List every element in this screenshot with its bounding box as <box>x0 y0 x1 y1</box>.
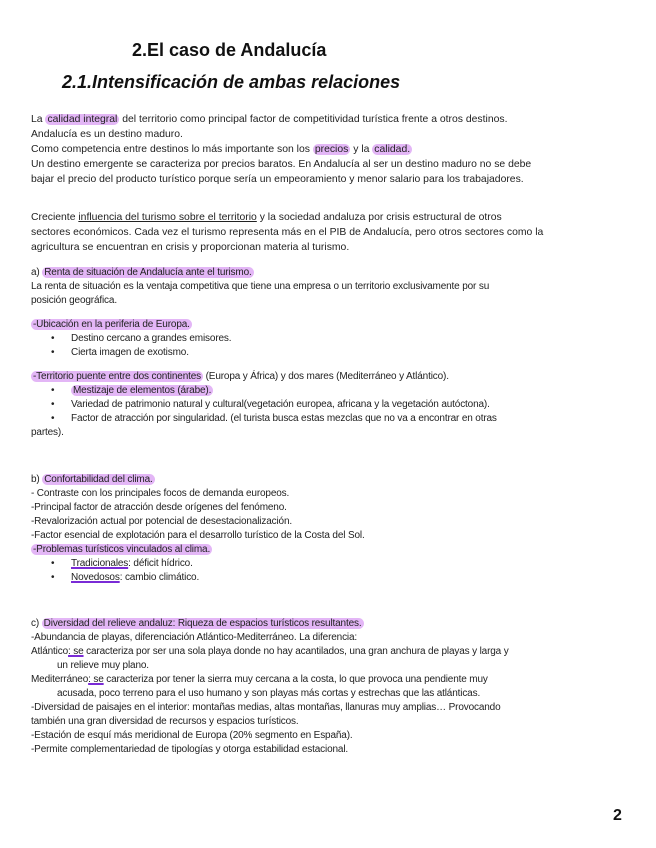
paragraph-influencia: Creciente influencia del turismo sobre el territorio y la sociedad andaluza por crisis estructural de otros sectores económicos. Cada vez el turismo representa más en el PIB de Andalucía, pero otros sectores como la agricultura se encuentran en crisis y proporcionan materia al turismo. <box>31 212 544 253</box>
section-b-heading: Confortabilidad del clima. <box>44 474 153 485</box>
underline-atlantico: : se <box>68 646 84 657</box>
underline-mediterraneo: : se <box>88 674 104 685</box>
highlight-territorio-puente: -Territorio puente entre dos continentes <box>33 371 201 382</box>
section-a-heading: Renta de situación de Andalucía ante el turismo. <box>44 267 252 278</box>
section-title: 2.El caso de Andalucía <box>132 40 327 60</box>
page-number: 2 <box>613 807 622 824</box>
list-item: • Variedad de patrimonio natural y cultural(vegetación europea, africana y la vegetación autóctona). <box>31 398 631 412</box>
list-item: • Destino cercano a grandes emisores. <box>31 332 631 346</box>
highlight-ubicacion: -Ubicación en la periferia de Europa. <box>33 319 190 330</box>
section-c-relieve: c) Diversidad del relieve andaluz: Riqueza de espacios turísticos resultantes. -Abundancia de playas, diferenciación Atlántico-Mediterráneo. La diferencia: Atlántico: se caracteriza por ser una sola playa donde no hay acantilados, una gran anchura de playas y larga y un relieve muy plano. Mediterráneo: se caracteriza por tener la sierra muy cercana a la costa, lo que provoca una pendiente muy acusada, poco terreno para el uso humano y son playas más cortas y estrechas que las atlánticas. -Diversidad de paisajes en el interior: montañas medias, altas montañas, llanuras muy amplias… Provocando también una gran diversidad de recursos y espacios turísticos. -Estación de esquí más meridional de Europa (20% segmento en España). -Permite complementariedad de tipologías y otorga estabilidad estacional. <box>31 618 509 755</box>
highlight-calidad: calidad. <box>374 144 411 155</box>
section-b-clima: b) Confortabilidad del clima. - Contraste con los principales focos de demanda europeos. -Principal factor de atracción desde orígenes del fenómeno. -Revalorización actual por potencial de desestacionalización. -Factor esencial de explotación para el desarrollo turístico de la Costa del Sol. -Problemas turísticos vinculados al clima. • Tradicionales: déficit hídrico. • Novedosos: cambio climático. <box>31 473 631 585</box>
highlight-problemas: -Problemas turísticos vinculados al clima. <box>33 544 211 555</box>
section-a-renta: a) Renta de situación de Andalucía ante el turismo. La renta de situación es la ventaja competitiva que tiene una empresa o un territorio exclusivamente por su posición geográfica. -Ubicación en la periferia de Europa. • Destino cercano a grandes emisores. • Cierta imagen de exotismo. -Territorio puente entre dos continentes (Europa y África) y dos mares (Mediterráneo y Atlántico). • Mestizaje de elementos (árabe). • Variedad de patrimonio natural y cultural(vegetación europea, africana y la vegetación autóctona). • Factor de atracción por singularidad. (el turista busca estas mezclas que no va a encontrar en otras partes). <box>31 266 631 440</box>
list-item: • Mestizaje de elementos (árabe). <box>31 384 631 398</box>
subsection-title: 2.1.Intensificación de ambas relaciones <box>62 72 401 92</box>
highlight-calidad-integral: calidad integral <box>47 114 118 125</box>
section-c-heading: Diversidad del relieve andaluz: Riqueza de espacios turísticos resultantes. <box>43 618 362 629</box>
list-item: • Factor de atracción por singularidad. (el turista busca estas mezclas que no va a encontrar en otras <box>31 412 631 426</box>
underline-influencia: influencia del turismo sobre el territorio <box>78 212 257 223</box>
paragraph-calidad: La calidad integral del territorio como principal factor de competitividad turística frente a otros destinos. Andalucía es un destino maduro. Como competencia entre destinos lo más importante son los precios y la calidad. Un destino emergente se caracteriza por precios baratos. En Andalucía al ser un destino maduro no se debe bajar el precio del producto turístico porque sería un empeoramiento y menor salario para los trabajadores. <box>31 114 532 185</box>
list-item: • Novedosos: cambio climático. <box>31 571 631 585</box>
list-item: • Tradicionales: déficit hídrico. <box>31 557 631 571</box>
list-item: • Cierta imagen de exotismo. <box>31 346 631 360</box>
highlight-precios: precios <box>314 144 349 155</box>
